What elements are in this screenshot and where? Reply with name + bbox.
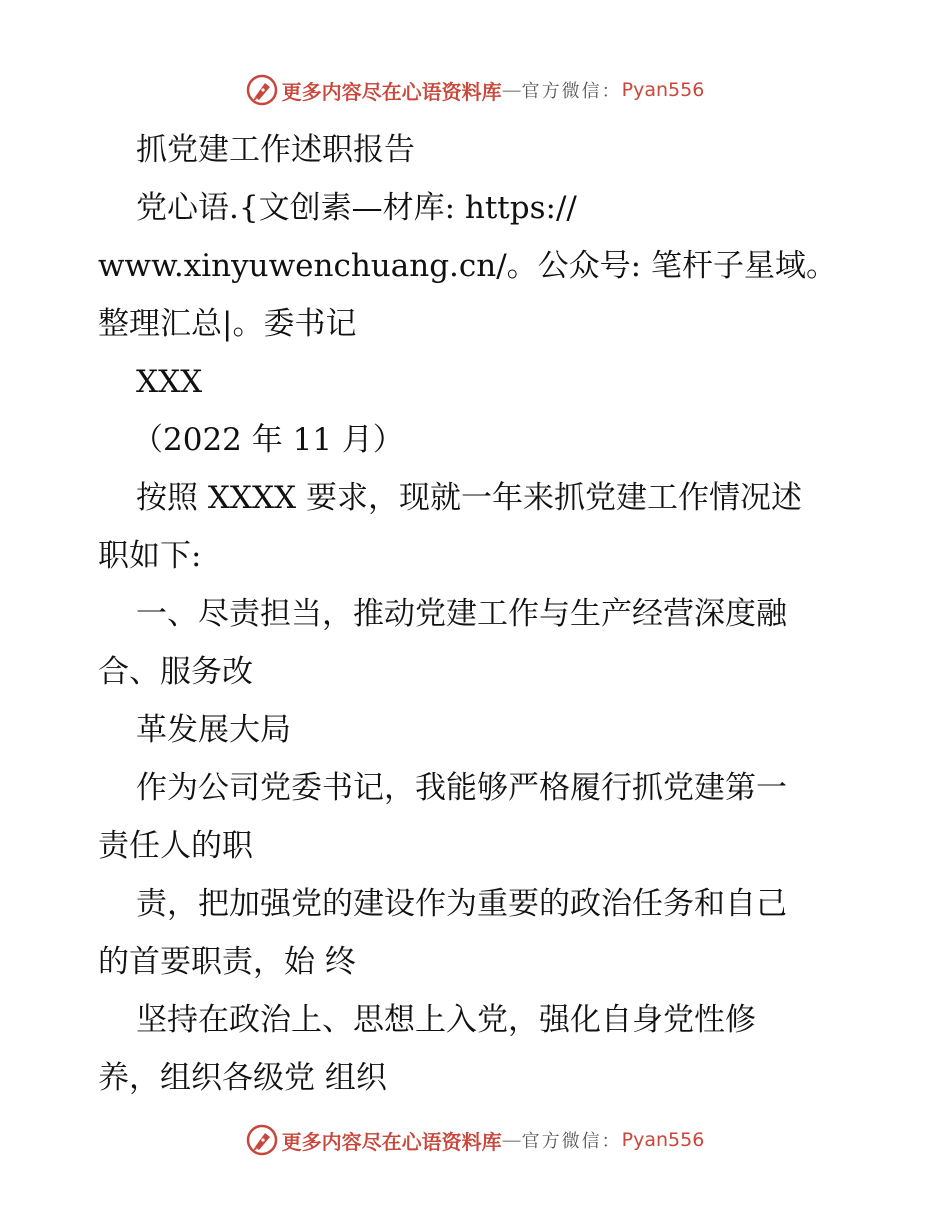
header-watermark-banner bbox=[0, 70, 950, 110]
pen-nib-logo-icon bbox=[246, 74, 278, 106]
banner-dash: — bbox=[501, 78, 522, 102]
paragraph-line: 作为公司党委书记，我能够严格履行抓党建第一 bbox=[136, 770, 787, 806]
paragraph-line: www.xinyuwenchuang.cn/。公众号: 笔杆子星域。 bbox=[98, 248, 837, 284]
paragraph-line: 按照 XXXX 要求，现就一年来抓党建工作情况述 bbox=[136, 480, 802, 516]
paragraph-line: 职如下: bbox=[98, 538, 202, 574]
section-heading: 合、服务改 bbox=[98, 654, 253, 690]
banner-main-text: 更多内容尽在心语资料库 bbox=[281, 79, 502, 104]
report-date: （2022 年 11 月） bbox=[132, 422, 404, 458]
banner-wechat-id: Pyan556 bbox=[621, 1129, 705, 1151]
section-heading: 革发展大局 bbox=[136, 712, 291, 748]
paragraph-line: 养，组织各级党 组织 bbox=[98, 1060, 387, 1096]
paragraph-line: 党心语.{文创素—材库: https:// bbox=[136, 190, 577, 226]
document-body bbox=[98, 121, 858, 1107]
banner-main-text: 更多内容尽在心语资料库 bbox=[281, 1129, 502, 1154]
author-name: XXX bbox=[136, 364, 203, 400]
pen-nib-logo-icon bbox=[246, 1124, 278, 1156]
banner-wechat-label: 官方微信： bbox=[521, 1131, 622, 1152]
banner-wechat-label: 官方微信： bbox=[521, 81, 622, 102]
banner-dash: — bbox=[501, 1128, 522, 1152]
document-title: 抓党建工作述职报告 bbox=[136, 132, 415, 168]
banner-wechat-id: Pyan556 bbox=[621, 79, 705, 101]
section-heading: 一、尽责担当，推动党建工作与生产经营深度融 bbox=[136, 596, 787, 632]
paragraph-line: 的首要职责，始 终 bbox=[98, 944, 356, 980]
paragraph-line: 责任人的职 bbox=[98, 828, 253, 864]
footer-watermark-banner bbox=[0, 1120, 950, 1160]
paragraph-line: 坚持在政治上、思想上入党，强化自身党性修 bbox=[136, 1002, 756, 1038]
paragraph-line: 整理汇总|。委书记 bbox=[98, 306, 357, 342]
paragraph-line: 责，把加强党的建设作为重要的政治任务和自己 bbox=[136, 886, 787, 922]
